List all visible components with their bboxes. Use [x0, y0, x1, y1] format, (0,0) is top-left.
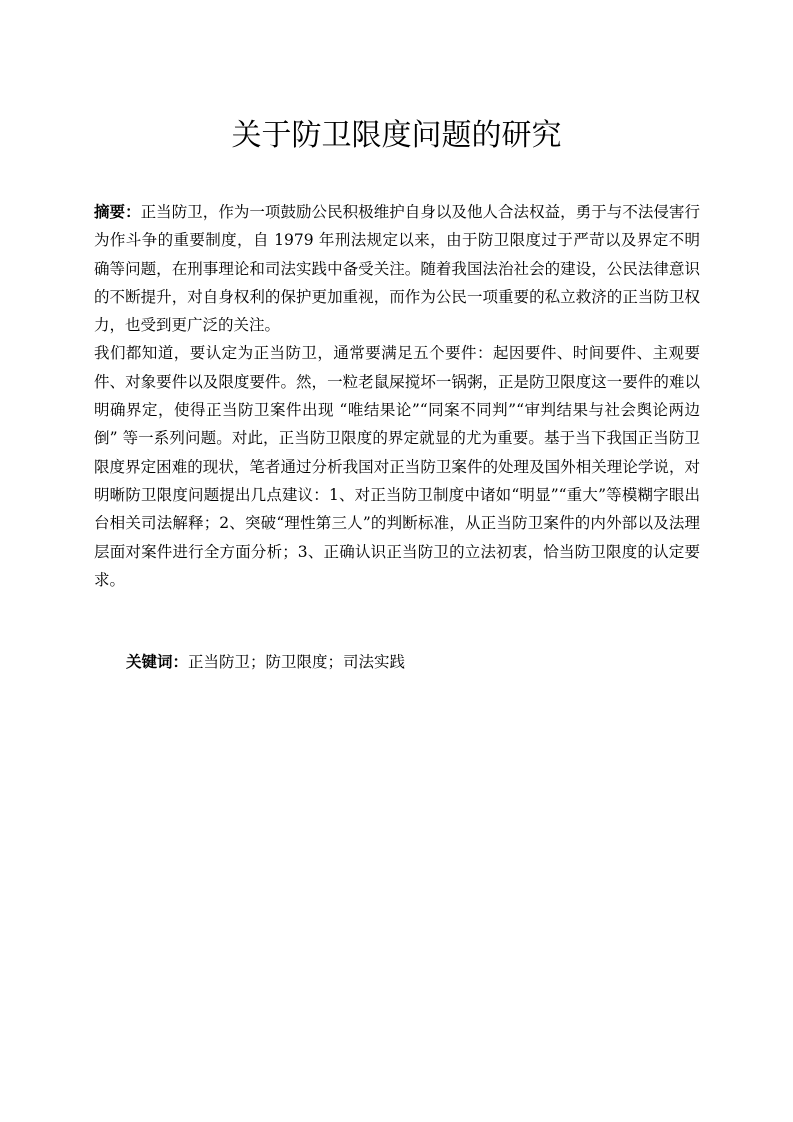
abstract-label: 摘要： [94, 203, 141, 221]
keywords-value: 正当防卫；防卫限度；司法实践 [188, 653, 406, 671]
abstract-text-1: 正当防卫，作为一项鼓励公民积极维护自身以及他人合法权益，勇于与不法侵害行为作斗争的重要制度，自 1979 年刑法规定以来，由于防卫限度过于严苛以及界定不明确等问题，在刑事理论和司法实践中备受关注。随着我国法治社会的建设，公民法律意识的不断提升，对自身权利的保护更加重视，而作为公民一项重要的私立救济的正当防卫权力，也受到更广泛的关注。 [94, 203, 700, 335]
abstract-paragraph-1 [94, 198, 700, 339]
abstract-paragraph-2: 我们都知道，要认定为正当防卫，通常要满足五个要件：起因要件、时间要件、主观要件、对象要件以及限度要件。然，一粒老鼠屎搅坏一锅粥，正是防卫限度这一要件的难以明确界定，使得正当防卫案件出现 “唯结果论”“同案不同判”“审判结果与社会舆论两边倒” 等一系列问题。对此，正当防卫限度的界定就显的尤为重要。基于当下我国正当防卫限度界定困难的现状，笔者通过分析我国对正当防卫案件的处理及国外相关理论学说，对明晰防卫限度问题提出几点建议：1、对正当防卫制度中诸如“明显”“重大”等模糊字眼出台相关司法解释；2、突破“理性第三人”的判断标准，从正当防卫案件的内外部以及法理层面对案件进行全方面分析；3、正确认识正当防卫的立法初衷，恰当防卫限度的认定要求。 [94, 344, 700, 589]
abstract-section [94, 198, 700, 594]
paper-title: 关于防卫限度问题的研究 [231, 118, 562, 153]
keywords-label: 关键词： [126, 653, 189, 671]
keywords-section [126, 648, 686, 676]
